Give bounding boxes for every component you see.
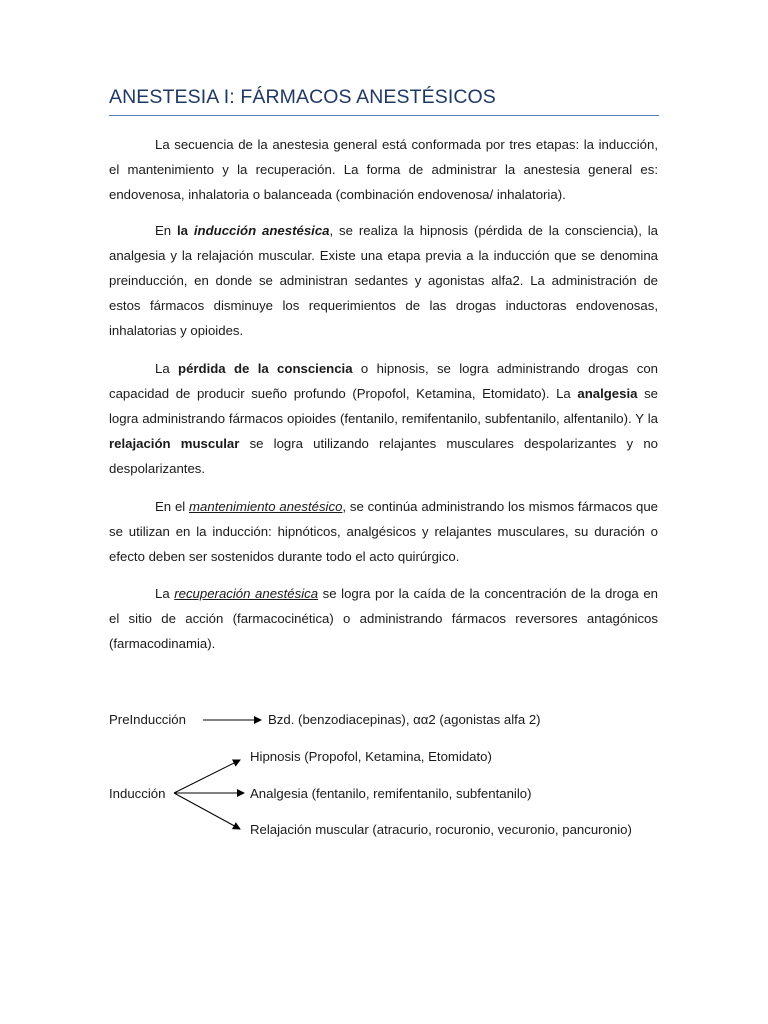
diagram-target-hipnosis: Hipnosis (Propofol, Ketamina, Etomidato) [250,749,492,764]
bold-term-consciousness: pérdida de la consciencia [178,361,353,376]
paragraph-text-post: se logra por la caída de la concentración de la droga en el sitio de acción (farmacocinética) o administrando fármacos reversores antagónicos (farmacodinamia). [109,586,658,651]
underlined-italic-term: mantenimiento anestésico [189,499,343,514]
paragraph-text-mid: o hipnosis, se logra administrando drogas con capacidad de producir sueño profundo (Propofol, Ketamina, Etomidato). La [109,361,658,401]
arrow-relajacion [174,793,240,829]
diagram-target-relajacion: Relajación muscular (atracurio, rocuronio, vecuronio, pancuronio) [250,822,632,837]
paragraph-text-post: , se realiza la hipnosis (pérdida de la consciencia), la analgesia y la relajación muscular. Existe una etapa previa a la inducción que se denomina preinducción, en donde se administran sedantes y agonistas alfa2. La administración de estos fármacos disminuye los requerimientos de las drogas inductoras endovenosas, inhalatorias y opioides. [109,223,659,338]
arrow-hipnosis [174,760,240,793]
bold-term-muscle-relaxation: relajación muscular [109,436,240,451]
diagram-label-induccion: Inducción [109,786,166,801]
underlined-italic-term: recuperación anestésica [174,586,319,601]
paragraph-text-mid: se logra administrando fármacos opioides (fentanilo, remifentanilo, subfentanilo, alfentanilo). Y la [109,386,658,426]
paragraph-text-post: se logra utilizando relajantes musculares despolarizantes y no despolarizantes. [109,436,658,476]
diagram-label-preinduccion: PreInducción [109,712,186,727]
paragraph-text-pre: En el [155,499,190,514]
paragraph-text-pre: La [155,361,179,376]
page-title: ANESTESIA I: FÁRMACOS ANESTÉSICOS [109,86,496,108]
bold-italic-term: inducción anestésica [193,223,330,238]
bold-term-analgesia: analgesia [577,386,638,401]
diagram-target-bzd: Bzd. (benzodiacepinas), αα2 (agonistas alfa 2) [268,712,541,727]
paragraph-text-pre: En [155,223,178,238]
paragraph-text-pre: La [155,586,175,601]
paragraph-text: La secuencia de la anestesia general está conformada por tres etapas: la inducción, el mantenimiento y la recuperación. La forma de administrar la anestesia general es: endovenosa, inhalatoria o balanceada (combinación endovenosa/ inhalatoria). [109,137,658,202]
paragraph-text-post: , se continúa administrando los mismos fármacos que se utilizan en la inducción: hipnóticos, analgésicos y relajantes musculares, su duración o efecto deben ser sostenidos durante todo el acto quirúrgico. [109,499,658,564]
diagram-target-analgesia: Analgesia (fentanilo, remifentanilo, subfentanilo) [250,786,532,801]
bold-text: la [177,223,194,238]
